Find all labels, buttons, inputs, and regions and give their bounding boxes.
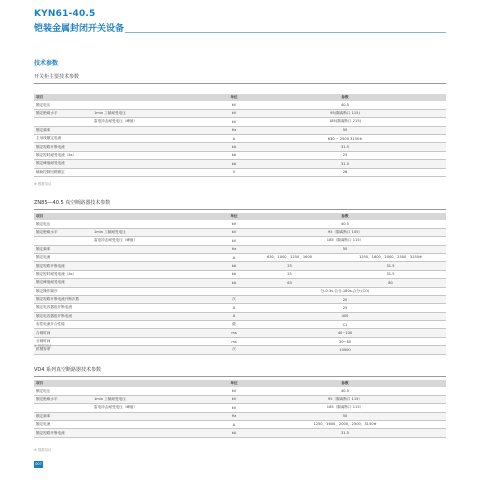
row-item: 额定短路开断电流 — [34, 262, 224, 270]
table-row — [34, 143, 446, 151]
row-item: 额定电压 — [34, 387, 224, 395]
row-item — [34, 404, 92, 412]
row-value: 25 — [244, 151, 446, 159]
row-value: 25 — [244, 270, 335, 278]
row-item: 容性电流开合性能 — [34, 321, 224, 329]
table-row — [34, 412, 446, 420]
table-row — [34, 387, 446, 395]
row-value: 31.5 — [335, 270, 446, 278]
section-title: 技术参数 — [34, 60, 59, 67]
row-unit: 次 — [224, 295, 244, 303]
row-item: 额定短路开断电流 — [34, 143, 224, 151]
product-name-subtitle: 铠装金属封闭开关设备 — [34, 24, 125, 34]
row-unit: V — [224, 168, 244, 176]
row-item: 主母线额定电流 — [34, 134, 224, 142]
row-value: 1250、1600、2000、2500、3150※ — [244, 420, 446, 428]
row-item: 额定电容器组开断电流 — [34, 304, 224, 312]
row-unit: kA — [224, 160, 244, 168]
table2-caption: ZN85—40.5 真空断路器技术参数 — [34, 200, 111, 206]
row-value: 40.5 — [244, 387, 446, 395]
row-item: 额定频率 — [34, 245, 224, 253]
vd4-breaker-params-table — [34, 380, 446, 438]
row-unit: kA — [224, 151, 244, 159]
row-value: 95（隔离断口 115） — [244, 395, 446, 403]
table-row — [34, 287, 446, 295]
row-value: 10000 — [244, 346, 446, 354]
row-unit: Hz — [224, 126, 244, 134]
row-unit: kV — [224, 109, 244, 117]
row-value: 25 — [244, 304, 446, 312]
row-item: 额定电压 — [34, 101, 224, 109]
row-value: 30~60 — [244, 337, 446, 345]
table-row — [34, 304, 446, 312]
row-unit: 次 — [224, 346, 244, 354]
table3-caption-rule — [34, 376, 446, 377]
row-subitem: 1min 工频耐受电压 — [92, 228, 224, 236]
table-row — [34, 101, 446, 109]
row-value: 50 — [244, 412, 446, 420]
table3-caption: VD4 系列真空断路器技术参数 — [34, 367, 102, 373]
row-value: 630、1000、1250、1600 — [244, 253, 335, 261]
row-value: 185（隔离断口 115） — [244, 404, 446, 412]
row-unit: kV — [224, 228, 244, 236]
row-unit: kV — [224, 395, 244, 403]
table-row — [34, 134, 446, 142]
row-unit: kA — [224, 270, 244, 278]
table-row — [34, 126, 446, 134]
row-unit: ms — [224, 329, 244, 337]
row-item: 额定短时耐受电流（4s） — [34, 151, 224, 159]
row-item: 额定短路开断电流 — [34, 429, 224, 437]
table-row — [34, 337, 446, 345]
table-row — [34, 109, 446, 117]
row-unit: kV — [224, 118, 244, 126]
table1-caption-rule — [34, 83, 446, 84]
row-unit: Hz — [224, 412, 244, 420]
table-header-row — [34, 380, 446, 387]
row-item: 分闸时间 — [34, 337, 224, 345]
row-value: 185(隔离断口 215) — [244, 118, 446, 126]
row-item: 额定电压 — [34, 220, 224, 228]
table-row — [34, 429, 446, 437]
row-unit: kV — [224, 101, 244, 109]
row-value: 26 — [244, 168, 446, 176]
row-item: 额定电流 — [34, 253, 224, 261]
table-row — [34, 228, 446, 236]
row-unit — [224, 287, 244, 295]
row-item: 额定短时耐受电流（4s） — [34, 270, 224, 278]
table-row — [34, 420, 446, 428]
row-unit: kV — [224, 387, 244, 395]
header-item: 项目 — [34, 213, 224, 220]
table1-caption: 开关柜主要技术参数 — [34, 74, 80, 80]
row-value: 95（隔离断口 105） — [244, 228, 446, 236]
table-row — [34, 279, 446, 287]
row-item: 额定绝缘水平 — [34, 228, 92, 236]
row-item: 额定短路开断电流开断次数 — [34, 295, 224, 303]
row-value: 31.5 — [335, 262, 446, 270]
row-value: 185（隔离断口 115） — [244, 237, 446, 245]
row-value: 400 — [244, 312, 446, 320]
table1-note: ※ 按需另议 — [34, 182, 52, 186]
row-unit: A — [224, 304, 244, 312]
row-value: 40.5 — [244, 101, 446, 109]
header-item: 项目 — [34, 380, 224, 387]
row-value: 31.5 — [244, 429, 446, 437]
row-item — [34, 118, 92, 126]
row-item: 机械寿命 — [34, 346, 224, 354]
table-row — [34, 118, 446, 126]
row-item: 额定绝缘水平 — [34, 109, 92, 117]
row-unit: A — [224, 253, 244, 261]
table-row — [34, 321, 446, 329]
row-unit: kA — [224, 279, 244, 287]
row-subitem: 雷电冲击耐受电压（峰值） — [92, 237, 224, 245]
row-value: 20 — [244, 295, 446, 303]
row-value: 40.5 — [244, 220, 446, 228]
row-value: 31.5 — [244, 160, 446, 168]
row-item — [34, 237, 92, 245]
row-value: 31.5 — [244, 143, 446, 151]
header-item: 项目 — [34, 94, 224, 101]
row-item: 额定电容器组开断电流 — [34, 312, 224, 320]
row-subitem: 1min 工频耐受电压 — [92, 109, 224, 117]
row-value: 80 — [335, 279, 446, 287]
row-item: 额定频率 — [34, 412, 224, 420]
row-unit: ms — [224, 337, 244, 345]
table-row — [34, 168, 446, 176]
row-unit: kA — [224, 429, 244, 437]
table-row — [34, 151, 446, 159]
row-value: 分-0.3s-合分-180s-合分 (CO) — [244, 287, 446, 295]
row-item: 额定峰值耐受电流 — [34, 160, 224, 168]
table-row — [34, 270, 446, 278]
row-unit: Hz — [224, 245, 244, 253]
row-value: 40~100 — [244, 329, 446, 337]
table-row — [34, 395, 446, 403]
row-value: 50 — [244, 126, 446, 134]
row-subitem: 雷电冲击耐受电压（峰值） — [92, 118, 224, 126]
row-unit: 级 — [224, 321, 244, 329]
header-value: 参数 — [244, 213, 446, 220]
table-row — [34, 329, 446, 337]
table-header-row — [34, 94, 446, 101]
row-value: 50 — [244, 245, 446, 253]
row-subitem: 1min 工频耐受电压 — [92, 395, 224, 403]
table-row — [34, 295, 446, 303]
row-subitem: 雷电冲击耐受电压（峰值） — [92, 404, 224, 412]
row-value: 1250、1600、2000、2500、3150※ — [335, 253, 446, 261]
row-value: C1 — [244, 321, 446, 329]
table-header-row — [34, 213, 446, 220]
table-row — [34, 262, 446, 270]
row-item: 额定峰值耐受电流 — [34, 279, 224, 287]
table-row — [34, 312, 446, 320]
table-row — [34, 253, 446, 261]
product-model-title: KYN61-40.5 — [34, 9, 96, 19]
row-unit: kV — [224, 404, 244, 412]
row-value: 630 ~ 2500 3150※ — [244, 134, 446, 142]
row-unit: kA — [224, 262, 244, 270]
table2-caption-rule — [34, 209, 446, 210]
table3-note: ※ 按需另议 — [34, 448, 52, 452]
table-row — [34, 237, 446, 245]
table-row — [34, 404, 446, 412]
header-value: 参数 — [244, 94, 446, 101]
row-item: 合闸时间 — [34, 329, 224, 337]
row-unit: A — [224, 312, 244, 320]
header-unit: 单位 — [224, 380, 244, 387]
row-item: 额定电流 — [34, 420, 224, 428]
table-row — [34, 220, 446, 228]
row-unit: A — [224, 420, 244, 428]
row-value: 63 — [244, 279, 335, 287]
header-value: 参数 — [244, 380, 446, 387]
row-item: 辅助控制回路额定 — [34, 168, 224, 176]
row-value: 25 — [244, 262, 335, 270]
row-value: 95(隔离断口 115) — [244, 109, 446, 117]
switchgear-params-table — [34, 94, 446, 177]
table-row — [34, 346, 446, 354]
zn85-breaker-params-table — [34, 213, 446, 355]
title-rule — [125, 32, 446, 33]
page-number: 007 — [35, 462, 42, 466]
row-item: 额定频率 — [34, 126, 224, 134]
table-row — [34, 160, 446, 168]
row-unit: kV — [224, 220, 244, 228]
table2-note: ※ 按需另议 — [34, 344, 52, 348]
header-unit: 单位 — [224, 213, 244, 220]
row-unit: kA — [224, 143, 244, 151]
table-row — [34, 245, 446, 253]
row-item: 额定操作顺序 — [34, 287, 224, 295]
row-unit: kV — [224, 237, 244, 245]
row-item: 额定绝缘水平 — [34, 395, 92, 403]
header-unit: 单位 — [224, 94, 244, 101]
row-unit: A — [224, 134, 244, 142]
